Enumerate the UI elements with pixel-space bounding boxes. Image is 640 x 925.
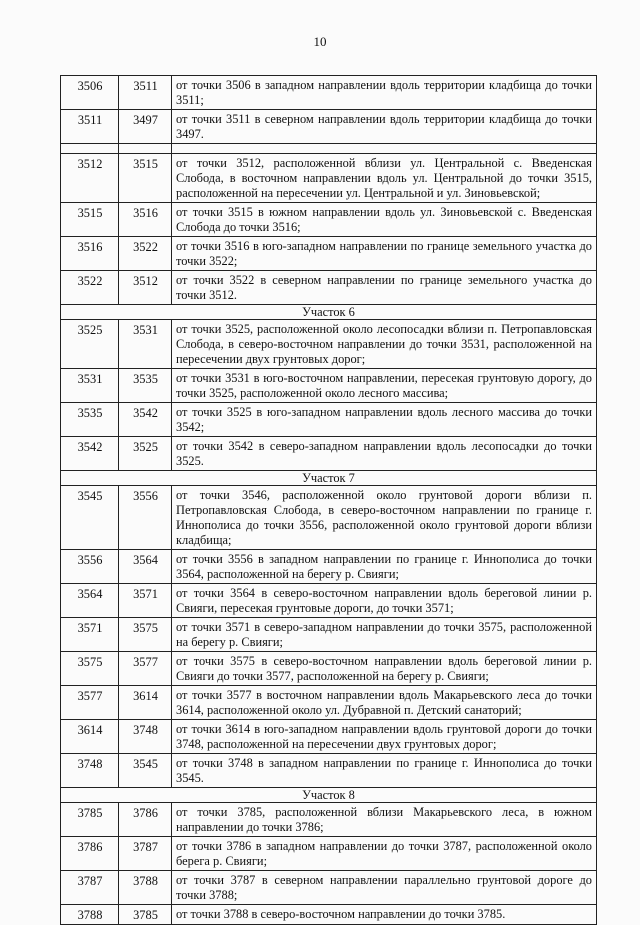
description-cell: от точки 3531 в юго-восточном направлении, пересекая грунтовую дорогу, до точки 3525, расположенной около лесного массива; (172, 369, 597, 403)
description-cell: от точки 3542 в северо-западном направлении вдоль лесопосадки до точки 3525. (172, 437, 597, 471)
description-cell: от точки 3511 в северном направлении вдоль территории кладбища до точки 3497. (172, 110, 597, 144)
empty-cell (61, 144, 119, 154)
from-point-cell: 3516 (61, 237, 119, 271)
description-cell: от точки 3516 в юго-западном направлении по границе земельного участка до точки 3522; (172, 237, 597, 271)
table-row (61, 837, 597, 871)
section-title: Участок 6 (61, 305, 597, 320)
from-point-cell: 3564 (61, 584, 119, 618)
description-cell: от точки 3564 в северо-восточном направлении вдоль береговой линии р. Свияги, пересекая грунтовые дороги, до точки 3571; (172, 584, 597, 618)
from-point-cell: 3748 (61, 754, 119, 788)
description-cell: от точки 3522 в северном направлении по границе земельного участка до точки 3512. (172, 271, 597, 305)
to-point-cell: 3512 (119, 271, 172, 305)
empty-cell (119, 144, 172, 154)
to-point-cell: 3511 (119, 76, 172, 110)
to-point-cell: 3497 (119, 110, 172, 144)
section-row (61, 305, 597, 320)
from-point-cell: 3506 (61, 76, 119, 110)
to-point-cell: 3564 (119, 550, 172, 584)
description-cell: от точки 3748 в западном направлении по границе г. Иннополиса до точки 3545. (172, 754, 597, 788)
page-number: 10 (313, 34, 327, 49)
description-cell: от точки 3786 в западном направлении до точки 3787, расположенной около берега р. Свияги; (172, 837, 597, 871)
table-row (61, 369, 597, 403)
empty-row (61, 144, 597, 154)
table-row (61, 803, 597, 837)
empty-cell (172, 144, 597, 154)
from-point-cell: 3522 (61, 271, 119, 305)
description-cell: от точки 3556 в западном направлении по границе г. Иннополиса до точки 3564, расположенной на берегу р. Свияги; (172, 550, 597, 584)
from-point-cell: 3535 (61, 403, 119, 437)
table-row (61, 618, 597, 652)
section-title: Участок 8 (61, 788, 597, 803)
from-point-cell: 3542 (61, 437, 119, 471)
from-point-cell: 3575 (61, 652, 119, 686)
table-row (61, 203, 597, 237)
to-point-cell: 3525 (119, 437, 172, 471)
to-point-cell: 3515 (119, 154, 172, 203)
table-row (61, 271, 597, 305)
from-point-cell: 3787 (61, 871, 119, 905)
section-row (61, 788, 597, 803)
table-row (61, 550, 597, 584)
to-point-cell: 3556 (119, 486, 172, 550)
table-body (61, 76, 597, 925)
description-cell: от точки 3787 в северном направлении параллельно грунтовой дороге до точки 3788; (172, 871, 597, 905)
from-point-cell: 3525 (61, 320, 119, 369)
table-row (61, 320, 597, 369)
to-point-cell: 3516 (119, 203, 172, 237)
to-point-cell: 3787 (119, 837, 172, 871)
to-point-cell: 3542 (119, 403, 172, 437)
from-point-cell: 3786 (61, 837, 119, 871)
to-point-cell: 3522 (119, 237, 172, 271)
section-row (61, 471, 597, 486)
from-point-cell: 3515 (61, 203, 119, 237)
description-cell: от точки 3577 в восточном направлении вдоль Макарьевского леса до точки 3614, расположенной около ул. Дубравной п. Детский санаторий; (172, 686, 597, 720)
table-row (61, 754, 597, 788)
to-point-cell: 3575 (119, 618, 172, 652)
table-row (61, 720, 597, 754)
table-row (61, 686, 597, 720)
from-point-cell: 3531 (61, 369, 119, 403)
table-row (61, 403, 597, 437)
table-row (61, 110, 597, 144)
to-point-cell: 3785 (119, 905, 172, 925)
description-cell: от точки 3614 в юго-западном направлении вдоль грунтовой дороги до точки 3748, расположенной на пересечении двух грунтовых дорог; (172, 720, 597, 754)
description-cell: от точки 3506 в западном направлении вдоль территории кладбища до точки 3511; (172, 76, 597, 110)
from-point-cell: 3785 (61, 803, 119, 837)
to-point-cell: 3786 (119, 803, 172, 837)
to-point-cell: 3571 (119, 584, 172, 618)
description-cell: от точки 3546, расположенной около грунтовой дороги вблизи п. Петропавловская Слобода, в северо-восточном направлении по границе г. Иннополиса до точки 3556, расположенной около грунтовой дороги вблизи кладбища; (172, 486, 597, 550)
to-point-cell: 3748 (119, 720, 172, 754)
description-cell: от точки 3515 в южном направлении вдоль ул. Зиновьевской с. Введенская Слобода до точки 3516; (172, 203, 597, 237)
to-point-cell: 3614 (119, 686, 172, 720)
description-cell: от точки 3512, расположенной вблизи ул. Центральной с. Введенская Слобода, в восточном направлении вдоль ул. Центральной до точки 3515, расположенной на пересечении ул. Центральной и ул. Зиновьевской; (172, 154, 597, 203)
description-cell: от точки 3788 в северо-восточном направлении до точки 3785. (172, 905, 597, 925)
to-point-cell: 3788 (119, 871, 172, 905)
table-row (61, 871, 597, 905)
description-cell: от точки 3525 в юго-западном направлении вдоль лесного массива до точки 3542; (172, 403, 597, 437)
table-row (61, 76, 597, 110)
description-cell: от точки 3571 в северо-западном направлении до точки 3575, расположенной на берегу р. Свияги; (172, 618, 597, 652)
table-row (61, 652, 597, 686)
from-point-cell: 3788 (61, 905, 119, 925)
from-point-cell: 3545 (61, 486, 119, 550)
from-point-cell: 3512 (61, 154, 119, 203)
table-row (61, 154, 597, 203)
table-row (61, 486, 597, 550)
from-point-cell: 3511 (61, 110, 119, 144)
border-description-table (60, 75, 597, 925)
from-point-cell: 3577 (61, 686, 119, 720)
to-point-cell: 3545 (119, 754, 172, 788)
table-row (61, 437, 597, 471)
description-cell: от точки 3525, расположенной около лесопосадки вблизи п. Петропавловская Слобода, в северо-восточном направлении до точки 3531, расположенной на пересечении двух грунтовых дорог; (172, 320, 597, 369)
description-cell: от точки 3575 в северо-восточном направлении вдоль береговой линии р. Свияги до точки 3577, расположенной на берегу р. Свияги; (172, 652, 597, 686)
table-row (61, 584, 597, 618)
from-point-cell: 3614 (61, 720, 119, 754)
to-point-cell: 3577 (119, 652, 172, 686)
table-row (61, 237, 597, 271)
from-point-cell: 3571 (61, 618, 119, 652)
description-cell: от точки 3785, расположенной вблизи Макарьевского леса, в южном направлении до точки 3786; (172, 803, 597, 837)
to-point-cell: 3535 (119, 369, 172, 403)
from-point-cell: 3556 (61, 550, 119, 584)
section-title: Участок 7 (61, 471, 597, 486)
to-point-cell: 3531 (119, 320, 172, 369)
